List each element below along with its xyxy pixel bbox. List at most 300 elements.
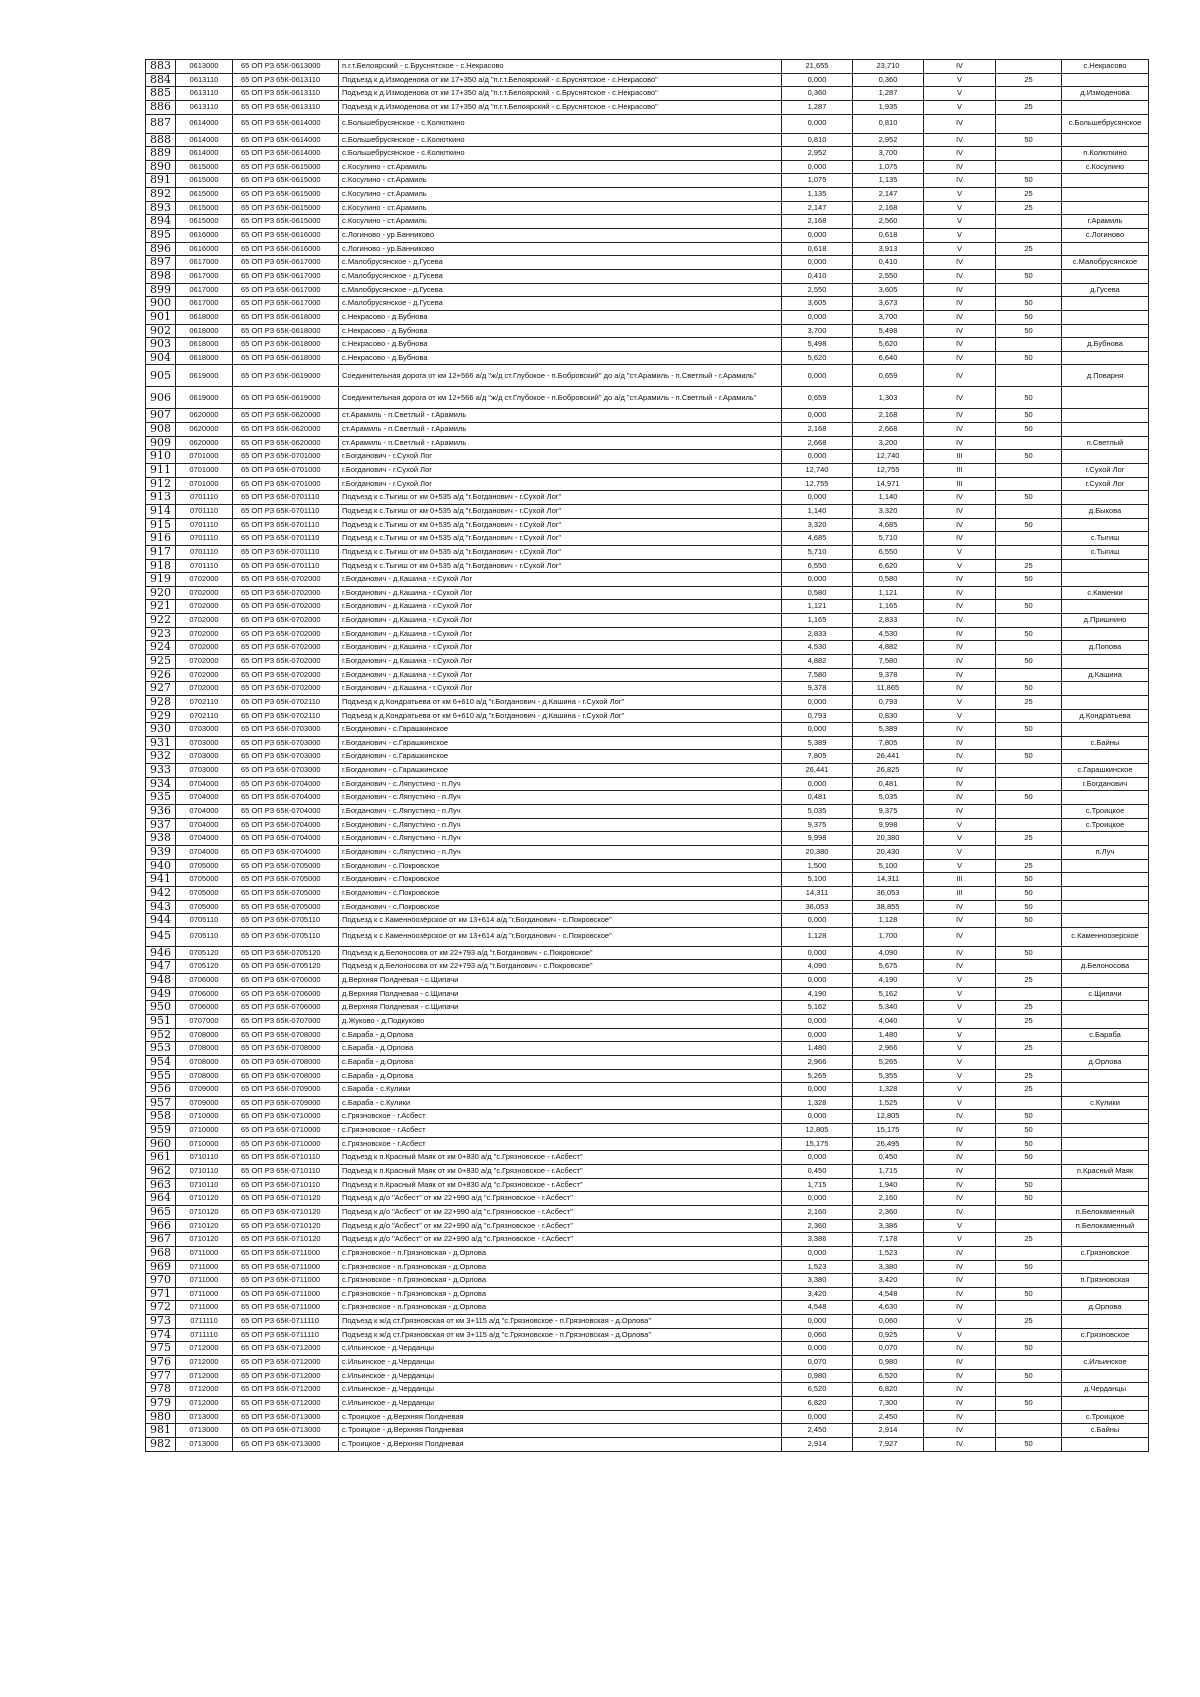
road-code-cell: 0619000: [176, 387, 233, 409]
table-row: [146, 338, 1149, 352]
road-code-cell: 0711110: [176, 1328, 233, 1342]
speed-limit-cell: 50: [996, 1369, 1062, 1383]
road-id-cell: 65 ОП РЗ 65К-0705000: [233, 859, 339, 873]
road-id-cell: 65 ОП РЗ 65К-0710120: [233, 1205, 339, 1219]
speed-limit-cell: [996, 545, 1062, 559]
road-category-cell: IV: [924, 682, 996, 696]
start-km-cell: 26,441: [782, 764, 853, 778]
end-km-cell: 5,389: [853, 723, 924, 737]
road-name-cell: г.Богданович - д.Кашина - г.Сухой Лог: [339, 654, 782, 668]
row-number-cell: 943: [146, 900, 176, 914]
end-km-cell: 6,620: [853, 559, 924, 573]
settlement-cell: с.Троицкое: [1062, 818, 1149, 832]
speed-limit-cell: 25: [996, 188, 1062, 202]
road-name-cell: г.Богданович - с.Ляпустино - п.Луч: [339, 805, 782, 819]
table-row: [146, 518, 1149, 532]
end-km-cell: 1,121: [853, 586, 924, 600]
road-name-cell: Подъезд к д.Измоденова от км 17+350 а/д "п.г.т.Белоярский - с.Бруснятское - с.Некрасово": [339, 100, 782, 114]
road-name-cell: Подъезд к с.Тыгиш от км 0+535 а/д "г.Богданович - г.Сухой Лог": [339, 504, 782, 518]
settlement-cell: д.Кашина: [1062, 668, 1149, 682]
road-id-cell: 65 ОП РЗ 65К-0613000: [233, 60, 339, 74]
settlement-cell: [1062, 491, 1149, 505]
row-number-cell: 967: [146, 1233, 176, 1247]
end-km-cell: 11,865: [853, 682, 924, 696]
road-id-cell: 65 ОП РЗ 65К-0702000: [233, 573, 339, 587]
speed-limit-cell: 50: [996, 324, 1062, 338]
road-category-cell: IV: [924, 1287, 996, 1301]
table-row: [146, 764, 1149, 778]
road-code-cell: 0713000: [176, 1424, 233, 1438]
settlement-cell: [1062, 1001, 1149, 1015]
row-number-cell: 962: [146, 1165, 176, 1179]
road-code-cell: 0617000: [176, 256, 233, 270]
end-km-cell: 4,685: [853, 518, 924, 532]
speed-limit-cell: 25: [996, 242, 1062, 256]
road-name-cell: Подъезд к ж/д ст.Грязновская от км 3+115 а/д "с.Грязновское - п.Грязновская - д.Орлова": [339, 1315, 782, 1329]
road-name-cell: Подъезд к с.Тыгиш от км 0+535 а/д "г.Богданович - г.Сухой Лог": [339, 559, 782, 573]
road-id-cell: 65 ОП РЗ 65К-0713000: [233, 1424, 339, 1438]
road-name-cell: с.Бараба - д.Орлова: [339, 1055, 782, 1069]
table-row: [146, 900, 1149, 914]
start-km-cell: 0,450: [782, 1165, 853, 1179]
road-category-cell: III: [924, 450, 996, 464]
start-km-cell: 0,000: [782, 114, 853, 133]
settlement-cell: [1062, 1342, 1149, 1356]
road-category-cell: IV: [924, 491, 996, 505]
road-category-cell: V: [924, 1315, 996, 1329]
road-category-cell: IV: [924, 504, 996, 518]
start-km-cell: 4,530: [782, 641, 853, 655]
row-number-cell: 915: [146, 518, 176, 532]
speed-limit-cell: 50: [996, 351, 1062, 365]
speed-limit-cell: 50: [996, 387, 1062, 409]
end-km-cell: 2,833: [853, 614, 924, 628]
row-number-cell: 935: [146, 791, 176, 805]
table-row: [146, 423, 1149, 437]
table-row: [146, 351, 1149, 365]
road-id-cell: 65 ОП РЗ 65К-0702110: [233, 709, 339, 723]
speed-limit-cell: [996, 1274, 1062, 1288]
road-code-cell: 0613000: [176, 60, 233, 74]
table-row: [146, 73, 1149, 87]
table-row: [146, 974, 1149, 988]
road-id-cell: 65 ОП РЗ 65К-0617000: [233, 269, 339, 283]
end-km-cell: 5,340: [853, 1001, 924, 1015]
row-number-cell: 931: [146, 736, 176, 750]
road-id-cell: 65 ОП РЗ 65К-0701110: [233, 545, 339, 559]
road-id-cell: 65 ОП РЗ 65К-0613110: [233, 100, 339, 114]
road-code-cell: 0620000: [176, 436, 233, 450]
settlement-cell: [1062, 1396, 1149, 1410]
start-km-cell: 0,070: [782, 1356, 853, 1370]
road-id-cell: 65 ОП РЗ 65К-0616000: [233, 229, 339, 243]
settlement-cell: [1062, 723, 1149, 737]
road-category-cell: IV: [924, 256, 996, 270]
road-category-cell: IV: [924, 1356, 996, 1370]
road-id-cell: 65 ОП РЗ 65К-0619000: [233, 387, 339, 409]
speed-limit-cell: 50: [996, 409, 1062, 423]
end-km-cell: 2,450: [853, 1410, 924, 1424]
row-number-cell: 891: [146, 174, 176, 188]
speed-limit-cell: 50: [996, 654, 1062, 668]
end-km-cell: 5,355: [853, 1069, 924, 1083]
road-category-cell: V: [924, 1028, 996, 1042]
table-row: [146, 1233, 1149, 1247]
row-number-cell: 974: [146, 1328, 176, 1342]
road-code-cell: 0711000: [176, 1246, 233, 1260]
start-km-cell: 1,480: [782, 1042, 853, 1056]
speed-limit-cell: 50: [996, 1396, 1062, 1410]
settlement-cell: с.Гарашкинское: [1062, 764, 1149, 778]
start-km-cell: 0,000: [782, 777, 853, 791]
start-km-cell: 0,000: [782, 1015, 853, 1029]
road-category-cell: IV: [924, 614, 996, 628]
road-code-cell: 0617000: [176, 269, 233, 283]
road-code-cell: 0711000: [176, 1287, 233, 1301]
road-code-cell: 0705000: [176, 873, 233, 887]
road-id-cell: 65 ОП РЗ 65К-0618000: [233, 351, 339, 365]
row-number-cell: 980: [146, 1410, 176, 1424]
road-code-cell: 0706000: [176, 987, 233, 1001]
settlement-cell: с.Каменноозерское: [1062, 927, 1149, 946]
speed-limit-cell: 50: [996, 133, 1062, 147]
table-row: [146, 269, 1149, 283]
speed-limit-cell: 50: [996, 423, 1062, 437]
start-km-cell: 2,966: [782, 1055, 853, 1069]
road-id-cell: 65 ОП РЗ 65К-0706000: [233, 987, 339, 1001]
row-number-cell: 913: [146, 491, 176, 505]
end-km-cell: 7,300: [853, 1396, 924, 1410]
road-category-cell: V: [924, 974, 996, 988]
settlement-cell: [1062, 387, 1149, 409]
speed-limit-cell: 50: [996, 1437, 1062, 1451]
table-row: [146, 1137, 1149, 1151]
road-code-cell: 0711000: [176, 1301, 233, 1315]
start-km-cell: 3,700: [782, 324, 853, 338]
road-name-cell: Подъезд к с.Каменноозёрское от км 13+614 а/д "г.Богданович - с.Покровское": [339, 927, 782, 946]
table-row: [146, 845, 1149, 859]
road-code-cell: 0613110: [176, 100, 233, 114]
road-name-cell: г.Богданович - д.Кашина - г.Сухой Лог: [339, 668, 782, 682]
road-id-cell: 65 ОП РЗ 65К-0705110: [233, 914, 339, 928]
settlement-cell: с.Грязновское: [1062, 1328, 1149, 1342]
row-number-cell: 971: [146, 1287, 176, 1301]
start-km-cell: 2,168: [782, 215, 853, 229]
road-category-cell: IV: [924, 423, 996, 437]
road-category-cell: IV: [924, 1383, 996, 1397]
road-id-cell: 65 ОП РЗ 65К-0709000: [233, 1096, 339, 1110]
start-km-cell: 2,160: [782, 1205, 853, 1219]
road-id-cell: 65 ОП РЗ 65К-0711000: [233, 1301, 339, 1315]
settlement-cell: с.Малобрусянское: [1062, 256, 1149, 270]
row-number-cell: 965: [146, 1205, 176, 1219]
settlement-cell: [1062, 654, 1149, 668]
end-km-cell: 1,128: [853, 914, 924, 928]
settlement-cell: с.Грязновское: [1062, 1246, 1149, 1260]
road-category-cell: V: [924, 545, 996, 559]
end-km-cell: 2,168: [853, 201, 924, 215]
speed-limit-cell: [996, 436, 1062, 450]
settlement-cell: с.Троицкое: [1062, 1410, 1149, 1424]
start-km-cell: 2,914: [782, 1437, 853, 1451]
road-name-cell: Подъезд к п.Красный Маяк от км 0+830 а/д "с.Грязновское - г.Асбест": [339, 1165, 782, 1179]
road-name-cell: Подъезд к д.Кондратьева от км 6+610 а/д "г.Богданович - д.Кашина - г.Сухой Лог": [339, 709, 782, 723]
table-row: [146, 1410, 1149, 1424]
end-km-cell: 0,481: [853, 777, 924, 791]
road-category-cell: IV: [924, 60, 996, 74]
road-name-cell: с.Малобрусянское - д.Гусева: [339, 256, 782, 270]
end-km-cell: 2,147: [853, 188, 924, 202]
speed-limit-cell: 50: [996, 723, 1062, 737]
row-number-cell: 938: [146, 832, 176, 846]
road-category-cell: IV: [924, 586, 996, 600]
road-name-cell: г.Богданович - д.Кашина - г.Сухой Лог: [339, 682, 782, 696]
road-code-cell: 0706000: [176, 1001, 233, 1015]
row-number-cell: 937: [146, 818, 176, 832]
speed-limit-cell: [996, 229, 1062, 243]
road-id-cell: 65 ОП РЗ 65К-0701000: [233, 477, 339, 491]
road-name-cell: Подъезд к с.Тыгиш от км 0+535 а/д "г.Богданович - г.Сухой Лог": [339, 532, 782, 546]
road-name-cell: г.Богданович - д.Кашина - г.Сухой Лог: [339, 573, 782, 587]
start-km-cell: 0,000: [782, 160, 853, 174]
settlement-cell: [1062, 1151, 1149, 1165]
settlement-cell: [1062, 1437, 1149, 1451]
road-code-cell: 0614000: [176, 114, 233, 133]
end-km-cell: 5,675: [853, 960, 924, 974]
road-name-cell: с.Грязновское - п.Грязновская - д.Орлова: [339, 1287, 782, 1301]
row-number-cell: 919: [146, 573, 176, 587]
road-category-cell: IV: [924, 1178, 996, 1192]
road-name-cell: г.Богданович - с.Гарашкинское: [339, 764, 782, 778]
road-id-cell: 65 ОП РЗ 65К-0614000: [233, 114, 339, 133]
row-number-cell: 970: [146, 1274, 176, 1288]
end-km-cell: 1,715: [853, 1165, 924, 1179]
end-km-cell: 0,925: [853, 1328, 924, 1342]
table-row: [146, 873, 1149, 887]
road-code-cell: 0710000: [176, 1124, 233, 1138]
speed-limit-cell: [996, 586, 1062, 600]
road-category-cell: IV: [924, 1124, 996, 1138]
settlement-cell: [1062, 1233, 1149, 1247]
speed-limit-cell: [996, 1096, 1062, 1110]
settlement-cell: [1062, 188, 1149, 202]
speed-limit-cell: 50: [996, 1110, 1062, 1124]
speed-limit-cell: 25: [996, 695, 1062, 709]
row-number-cell: 981: [146, 1424, 176, 1438]
settlement-cell: г.Сухой Лог: [1062, 477, 1149, 491]
speed-limit-cell: [996, 114, 1062, 133]
road-code-cell: 0710000: [176, 1110, 233, 1124]
speed-limit-cell: [996, 1383, 1062, 1397]
road-code-cell: 0703000: [176, 750, 233, 764]
road-category-cell: IV: [924, 147, 996, 161]
road-id-cell: 65 ОП РЗ 65К-0705110: [233, 927, 339, 946]
start-km-cell: 0,000: [782, 229, 853, 243]
start-km-cell: 0,000: [782, 365, 853, 387]
road-name-cell: с.Малобрусянское - д.Гусева: [339, 269, 782, 283]
start-km-cell: 0,659: [782, 387, 853, 409]
road-category-cell: V: [924, 201, 996, 215]
table-row: [146, 1001, 1149, 1015]
table-row: [146, 133, 1149, 147]
road-category-cell: IV: [924, 777, 996, 791]
end-km-cell: 9,998: [853, 818, 924, 832]
end-km-cell: 3,380: [853, 1260, 924, 1274]
road-category-cell: IV: [924, 160, 996, 174]
end-km-cell: 14,971: [853, 477, 924, 491]
start-km-cell: 4,090: [782, 960, 853, 974]
speed-limit-cell: 25: [996, 201, 1062, 215]
road-name-cell: ст.Арамиль - п.Светлый - г.Арамиль: [339, 423, 782, 437]
row-number-cell: 933: [146, 764, 176, 778]
settlement-cell: [1062, 174, 1149, 188]
road-code-cell: 0619000: [176, 365, 233, 387]
road-code-cell: 0615000: [176, 201, 233, 215]
start-km-cell: 2,952: [782, 147, 853, 161]
road-name-cell: с.Грязновское - г.Асбест: [339, 1124, 782, 1138]
speed-limit-cell: 50: [996, 491, 1062, 505]
row-number-cell: 921: [146, 600, 176, 614]
end-km-cell: 2,550: [853, 269, 924, 283]
road-code-cell: 0705110: [176, 914, 233, 928]
row-number-cell: 972: [146, 1301, 176, 1315]
table-row: [146, 450, 1149, 464]
end-km-cell: 6,820: [853, 1383, 924, 1397]
end-km-cell: 9,375: [853, 805, 924, 819]
end-km-cell: 4,548: [853, 1287, 924, 1301]
road-code-cell: 0712000: [176, 1342, 233, 1356]
road-name-cell: г.Богданович - с.Гарашкинское: [339, 723, 782, 737]
table-row: [146, 464, 1149, 478]
table-row: [146, 1260, 1149, 1274]
speed-limit-cell: 50: [996, 1124, 1062, 1138]
settlement-cell: [1062, 1124, 1149, 1138]
road-id-cell: 65 ОП РЗ 65К-0705000: [233, 900, 339, 914]
road-code-cell: 0618000: [176, 338, 233, 352]
table-row: [146, 859, 1149, 873]
road-name-cell: с.Ильинское - д.Черданцы: [339, 1369, 782, 1383]
road-name-cell: с.Косулино - ст.Арамиль: [339, 188, 782, 202]
start-km-cell: 5,389: [782, 736, 853, 750]
road-id-cell: 65 ОП РЗ 65К-0710120: [233, 1233, 339, 1247]
speed-limit-cell: 50: [996, 310, 1062, 324]
speed-limit-cell: [996, 256, 1062, 270]
table-row: [146, 1301, 1149, 1315]
road-name-cell: г.Богданович - с.Покровское: [339, 886, 782, 900]
speed-limit-cell: 50: [996, 450, 1062, 464]
speed-limit-cell: [996, 365, 1062, 387]
table-row: [146, 60, 1149, 74]
road-category-cell: IV: [924, 365, 996, 387]
settlement-cell: [1062, 1178, 1149, 1192]
start-km-cell: 0,000: [782, 1192, 853, 1206]
table-row: [146, 324, 1149, 338]
road-code-cell: 0709000: [176, 1083, 233, 1097]
speed-limit-cell: [996, 60, 1062, 74]
row-number-cell: 883: [146, 60, 176, 74]
row-number-cell: 961: [146, 1151, 176, 1165]
table-row: [146, 87, 1149, 101]
speed-limit-cell: 50: [996, 627, 1062, 641]
start-km-cell: 0,000: [782, 1083, 853, 1097]
end-km-cell: 6,550: [853, 545, 924, 559]
road-category-cell: IV: [924, 387, 996, 409]
road-name-cell: с.Логиново - ур.Банниково: [339, 242, 782, 256]
table-row: [146, 641, 1149, 655]
road-id-cell: 65 ОП РЗ 65К-0620000: [233, 436, 339, 450]
road-code-cell: 0710120: [176, 1205, 233, 1219]
road-id-cell: 65 ОП РЗ 65К-0617000: [233, 297, 339, 311]
start-km-cell: 12,755: [782, 477, 853, 491]
start-km-cell: 6,550: [782, 559, 853, 573]
road-name-cell: с.Троицкое - д.Верхняя Полдневая: [339, 1437, 782, 1451]
start-km-cell: 4,685: [782, 532, 853, 546]
road-id-cell: 65 ОП РЗ 65К-0618000: [233, 338, 339, 352]
start-km-cell: 6,520: [782, 1383, 853, 1397]
road-category-cell: IV: [924, 627, 996, 641]
speed-limit-cell: 25: [996, 1015, 1062, 1029]
start-km-cell: 1,165: [782, 614, 853, 628]
road-category-cell: V: [924, 242, 996, 256]
start-km-cell: 0,000: [782, 946, 853, 960]
table-row: [146, 573, 1149, 587]
speed-limit-cell: [996, 1055, 1062, 1069]
end-km-cell: 5,265: [853, 1055, 924, 1069]
row-number-cell: 894: [146, 215, 176, 229]
settlement-cell: п.Белокаменный: [1062, 1205, 1149, 1219]
row-number-cell: 899: [146, 283, 176, 297]
start-km-cell: 2,147: [782, 201, 853, 215]
road-code-cell: 0712000: [176, 1396, 233, 1410]
road-category-cell: IV: [924, 946, 996, 960]
road-code-cell: 0615000: [176, 188, 233, 202]
speed-limit-cell: [996, 641, 1062, 655]
road-code-cell: 0712000: [176, 1383, 233, 1397]
end-km-cell: 1,700: [853, 927, 924, 946]
speed-limit-cell: [996, 764, 1062, 778]
road-category-cell: V: [924, 1083, 996, 1097]
road-id-cell: 65 ОП РЗ 65К-0710110: [233, 1178, 339, 1192]
table-row: [146, 1219, 1149, 1233]
road-name-cell: с.Некрасово - д.Бубнова: [339, 338, 782, 352]
road-code-cell: 0701000: [176, 477, 233, 491]
row-number-cell: 978: [146, 1383, 176, 1397]
speed-limit-cell: [996, 1246, 1062, 1260]
road-code-cell: 0708000: [176, 1055, 233, 1069]
road-id-cell: 65 ОП РЗ 65К-0704000: [233, 845, 339, 859]
road-name-cell: Подъезд к п.Красный Маяк от км 0+830 а/д "с.Грязновское - г.Асбест": [339, 1151, 782, 1165]
road-code-cell: 0708000: [176, 1028, 233, 1042]
start-km-cell: 2,550: [782, 283, 853, 297]
table-row: [146, 987, 1149, 1001]
end-km-cell: 0,360: [853, 73, 924, 87]
row-number-cell: 917: [146, 545, 176, 559]
row-number-cell: 954: [146, 1055, 176, 1069]
start-km-cell: 12,805: [782, 1124, 853, 1138]
settlement-cell: с.Большебрусянское: [1062, 114, 1149, 133]
settlement-cell: д.Гусева: [1062, 283, 1149, 297]
road-name-cell: Подъезд к с.Тыгиш от км 0+535 а/д "г.Богданович - г.Сухой Лог": [339, 545, 782, 559]
road-id-cell: 65 ОП РЗ 65К-0703000: [233, 736, 339, 750]
road-category-cell: V: [924, 709, 996, 723]
road-code-cell: 0705120: [176, 946, 233, 960]
speed-limit-cell: 50: [996, 682, 1062, 696]
settlement-cell: д.Пришнино: [1062, 614, 1149, 628]
row-number-cell: 928: [146, 695, 176, 709]
start-km-cell: 0,000: [782, 914, 853, 928]
speed-limit-cell: [996, 215, 1062, 229]
start-km-cell: 1,328: [782, 1096, 853, 1110]
